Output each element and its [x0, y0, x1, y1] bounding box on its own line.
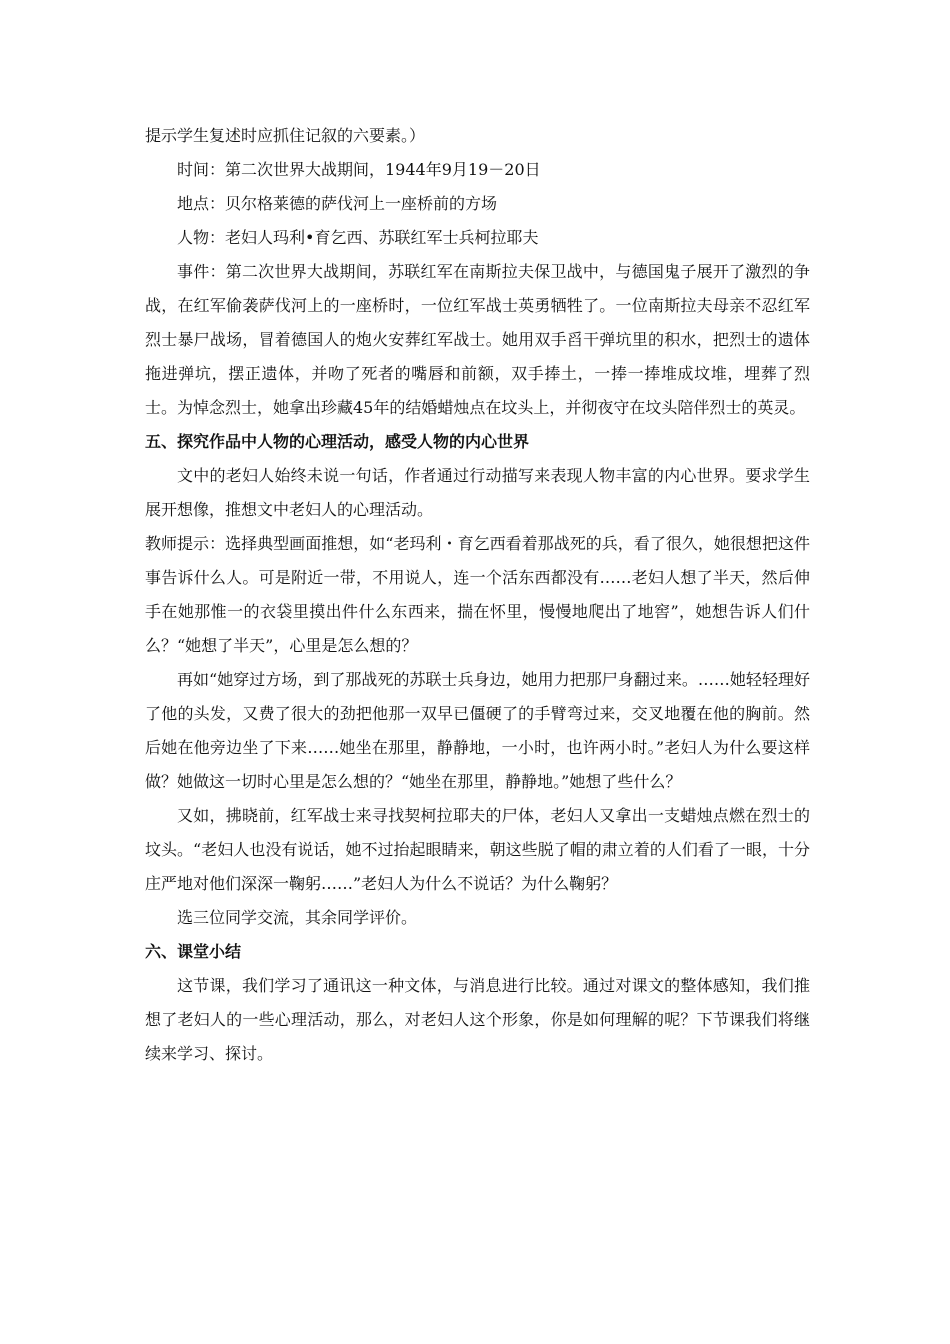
paragraph-5a: 文中的老妇人始终未说一句话，作者通过行动描写来表现人物丰富的内心世界。要求学生展开想像，推想文中老妇人的心理活动。: [145, 466, 810, 519]
paragraph-5c: 再如“她穿过方场，到了那战死的苏联士兵身边，她用力把那尸身翻过来。……她轻轻理好了他的头发，又费了很大的劲把他那一双早已僵硬了的手臂弯过来，交叉地覆在他的胸前。然后她在他旁边坐了下来……她坐在那里，静静地，一小时，也许两小时。”老妇人为什么要这样做？她做这一切时心里是怎么想的？“她坐在那里，静静地。”她想了些什么？: [145, 670, 810, 791]
paragraph-5d: 又如，拂晓前，红军战士来寻找契柯拉耶夫的尸体，老妇人又拿出一支蜡烛点燃在烈士的坟头。“老妇人也没有说话，她不过抬起眼睛来，朝这些脱了帽的肃立着的人们看了一眼，十分庄严地对他们深深一鞠躬……”老妇人为什么不说话？为什么鞠躬？: [145, 806, 810, 893]
element-event: 事件：第二次世界大战期间，苏联红军在南斯拉夫保卫战中，与德国鬼子展开了激烈的争战，在红军偷袭萨伐河上的一座桥时，一位红军战士英勇牺牲了。一位南斯拉夫母亲不忍红军烈士暴尸战场，冒着德国人的炮火安葬红军战士。她用双手舀干弹坑里的积水，把烈士的遗体拖进弹坑，摆正遗体，并吻了死者的嘴唇和前额，双手捧土，一捧一捧堆成坟堆，埋葬了烈士。为悼念烈士，她拿出珍藏45年的结婚蜡烛点在坟头上，并彻夜守在坟头陪伴烈士的英灵。: [145, 262, 810, 417]
paragraph-teacher-hint: 教师提示：选择典型画面推想，如“老玛利・育乞西看着那战死的兵，看了很久，她很想把这件事告诉什么人。可是附近一带，不用说人，连一个活东西都没有……老妇人想了半天，然后伸手在她那惟一的衣袋里摸出件什么东西来，揣在怀里，慢慢地爬出了地窖”，她想告诉人们什么？“她想了半天”，心里是怎么想的？: [145, 534, 810, 655]
element-time: 时间：第二次世界大战期间，1944年9月19－20日: [177, 160, 541, 179]
document-body: [145, 119, 810, 1071]
paragraph-summary: 这节课，我们学习了通讯这一种文体，与消息进行比较。通过对课文的整体感知，我们推想了老妇人的一些心理活动，那么，对老妇人这个形象，你是如何理解的呢？下节课我们将继续来学习、探讨。: [145, 976, 810, 1063]
paragraph-5e: 选三位同学交流，其余同学评价。: [177, 908, 418, 927]
element-place: 地点：贝尔格莱德的萨伐河上一座桥前的方场: [177, 194, 498, 213]
section-heading-6: 六、课堂小结: [145, 942, 242, 961]
paragraph-continuation: 提示学生复述时应抓住记叙的六要素。）: [145, 126, 426, 145]
section-heading-5: 五、探究作品中人物的心理活动，感受人物的内心世界: [145, 432, 530, 451]
element-people: 人物：老妇人玛利•育乞西、苏联红军士兵柯拉耶夫: [177, 228, 539, 247]
